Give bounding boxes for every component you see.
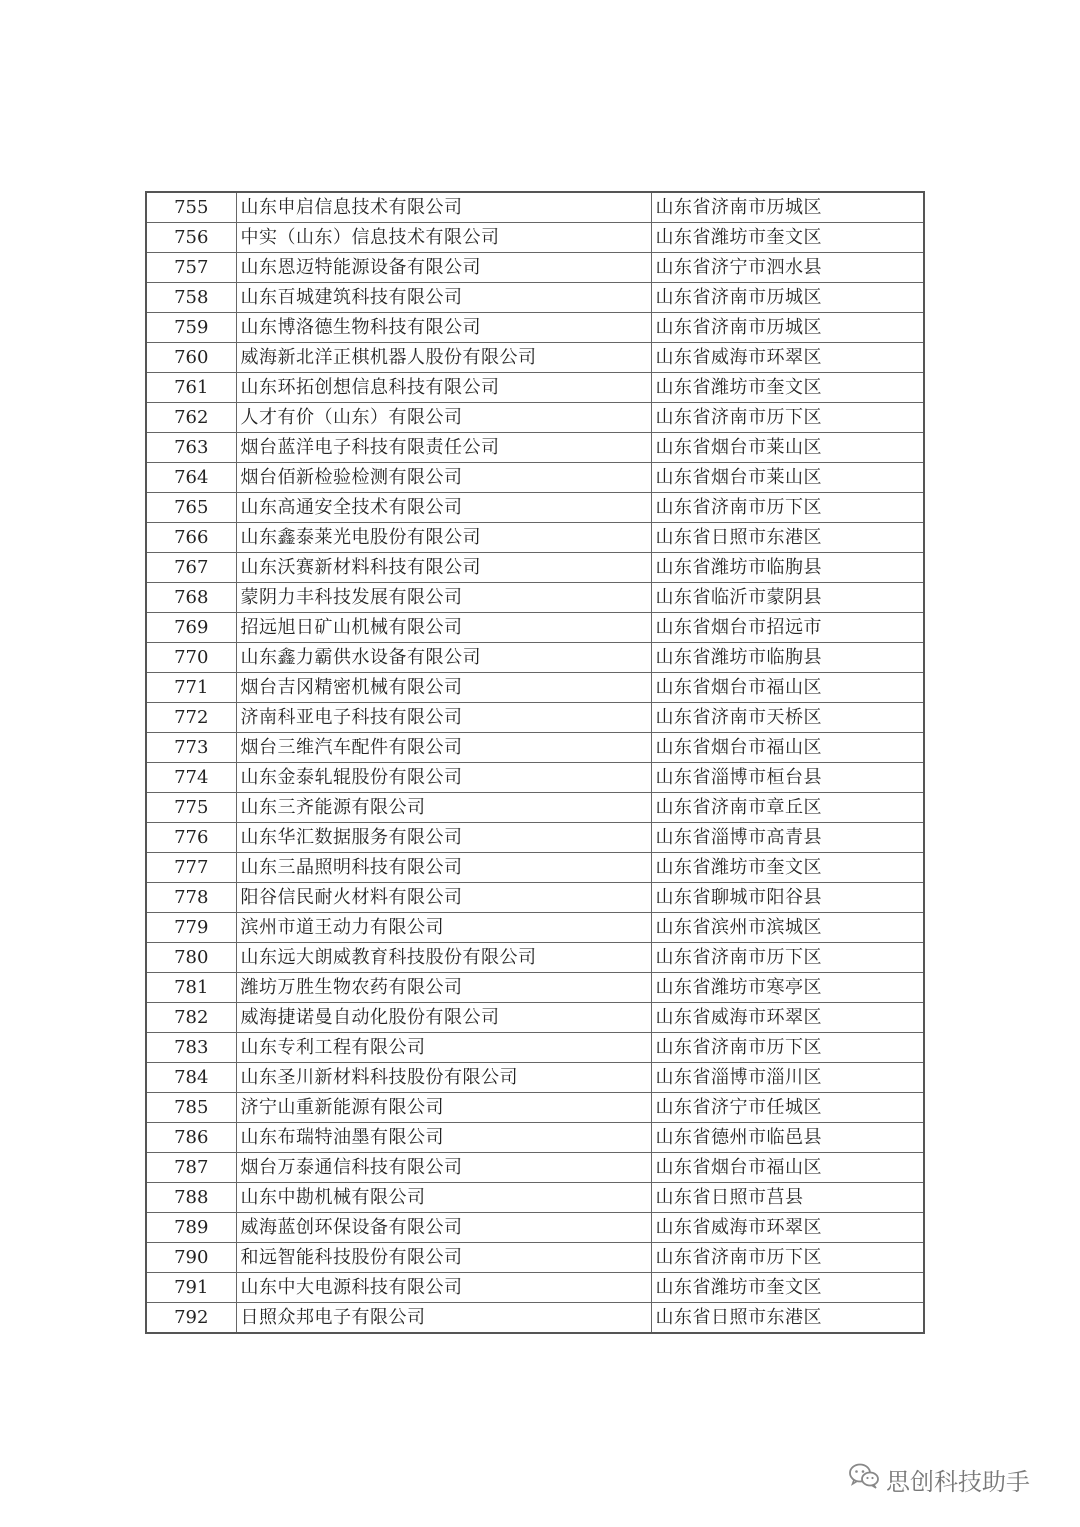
row-number: 769: [146, 613, 236, 643]
company-location: 山东省潍坊市临朐县: [651, 553, 924, 583]
table-row: [146, 703, 924, 733]
table-row: [146, 403, 924, 433]
company-location: 山东省潍坊市寒亭区: [651, 973, 924, 1003]
table-row: [146, 853, 924, 883]
company-location: 山东省烟台市福山区: [651, 733, 924, 763]
company-location: 山东省烟台市莱山区: [651, 433, 924, 463]
company-name: 山东圣川新材料科技股份有限公司: [236, 1063, 651, 1093]
company-name: 烟台蓝洋电子科技有限责任公司: [236, 433, 651, 463]
table-row: [146, 253, 924, 283]
row-number: 783: [146, 1033, 236, 1063]
company-name: 山东中大电源科技有限公司: [236, 1273, 651, 1303]
row-number: 760: [146, 343, 236, 373]
row-number: 773: [146, 733, 236, 763]
company-location: 山东省日照市东港区: [651, 523, 924, 553]
row-number: 776: [146, 823, 236, 853]
row-number: 768: [146, 583, 236, 613]
row-number: 785: [146, 1093, 236, 1123]
company-name: 山东鑫泰莱光电股份有限公司: [236, 523, 651, 553]
company-name: 烟台佰新检验检测有限公司: [236, 463, 651, 493]
company-name: 山东远大朗威教育科技股份有限公司: [236, 943, 651, 973]
company-list-table: [145, 191, 925, 1334]
row-number: 761: [146, 373, 236, 403]
company-name: 潍坊万胜生物农药有限公司: [236, 973, 651, 1003]
company-location: 山东省聊城市阳谷县: [651, 883, 924, 913]
table-row: [146, 613, 924, 643]
table-row: [146, 1033, 924, 1063]
table-row: [146, 1063, 924, 1093]
row-number: 788: [146, 1183, 236, 1213]
watermark: [848, 1462, 1030, 1496]
company-location: 山东省临沂市蒙阴县: [651, 583, 924, 613]
row-number: 780: [146, 943, 236, 973]
row-number: 766: [146, 523, 236, 553]
company-location: 山东省济南市章丘区: [651, 793, 924, 823]
table-row: [146, 192, 924, 223]
row-number: 763: [146, 433, 236, 463]
table-body: [146, 192, 924, 1333]
table-row: [146, 373, 924, 403]
table-row: [146, 343, 924, 373]
row-number: 757: [146, 253, 236, 283]
table-row: [146, 883, 924, 913]
table-row: [146, 763, 924, 793]
company-location: 山东省滨州市滨城区: [651, 913, 924, 943]
company-name: 山东华汇数据服务有限公司: [236, 823, 651, 853]
company-location: 山东省德州市临邑县: [651, 1123, 924, 1153]
row-number: 770: [146, 643, 236, 673]
company-name: 山东高通安全技术有限公司: [236, 493, 651, 523]
company-location: 山东省济南市天桥区: [651, 703, 924, 733]
row-number: 756: [146, 223, 236, 253]
company-name: 济南科亚电子科技有限公司: [236, 703, 651, 733]
company-name: 人才有价（山东）有限公司: [236, 403, 651, 433]
row-number: 790: [146, 1243, 236, 1273]
table-row: [146, 823, 924, 853]
row-number: 786: [146, 1123, 236, 1153]
company-name: 山东中勘机械有限公司: [236, 1183, 651, 1213]
row-number: 791: [146, 1273, 236, 1303]
table-row: [146, 313, 924, 343]
company-name: 中实（山东）信息技术有限公司: [236, 223, 651, 253]
company-name: 山东三齐能源有限公司: [236, 793, 651, 823]
row-number: 762: [146, 403, 236, 433]
company-location: 山东省威海市环翠区: [651, 1003, 924, 1033]
table-row: [146, 643, 924, 673]
company-location: 山东省潍坊市临朐县: [651, 643, 924, 673]
company-name: 山东环拓创想信息科技有限公司: [236, 373, 651, 403]
table-row: [146, 943, 924, 973]
table-row: [146, 433, 924, 463]
row-number: 764: [146, 463, 236, 493]
company-location: 山东省济南市历下区: [651, 493, 924, 523]
company-name: 山东布瑞特油墨有限公司: [236, 1123, 651, 1153]
row-number: 789: [146, 1213, 236, 1243]
company-location: 山东省烟台市福山区: [651, 1153, 924, 1183]
company-location: 山东省日照市莒县: [651, 1183, 924, 1213]
table-row: [146, 913, 924, 943]
company-name: 山东百城建筑科技有限公司: [236, 283, 651, 313]
row-number: 779: [146, 913, 236, 943]
table-row: [146, 1123, 924, 1153]
table-row: [146, 283, 924, 313]
company-location: 山东省济南市历下区: [651, 403, 924, 433]
table-row: [146, 1213, 924, 1243]
company-name: 滨州市道王动力有限公司: [236, 913, 651, 943]
row-number: 772: [146, 703, 236, 733]
company-location: 山东省烟台市莱山区: [651, 463, 924, 493]
row-number: 782: [146, 1003, 236, 1033]
company-location: 山东省烟台市福山区: [651, 673, 924, 703]
company-name: 威海新北洋正棋机器人股份有限公司: [236, 343, 651, 373]
table-row: [146, 523, 924, 553]
row-number: 767: [146, 553, 236, 583]
row-number: 778: [146, 883, 236, 913]
row-number: 771: [146, 673, 236, 703]
table-row: [146, 673, 924, 703]
table-row: [146, 463, 924, 493]
company-name: 山东三晶照明科技有限公司: [236, 853, 651, 883]
table-row: [146, 493, 924, 523]
row-number: 777: [146, 853, 236, 883]
company-name: 山东恩迈特能源设备有限公司: [236, 253, 651, 283]
company-name: 济宁山重新能源有限公司: [236, 1093, 651, 1123]
company-location: 山东省潍坊市奎文区: [651, 1273, 924, 1303]
company-location: 山东省淄博市高青县: [651, 823, 924, 853]
row-number: 765: [146, 493, 236, 523]
table-row: [146, 1303, 924, 1334]
table-row: [146, 223, 924, 253]
wechat-icon: [848, 1462, 880, 1496]
table-row: [146, 793, 924, 823]
row-number: 784: [146, 1063, 236, 1093]
company-location: 山东省济南市历下区: [651, 1033, 924, 1063]
company-location: 山东省潍坊市奎文区: [651, 223, 924, 253]
company-name: 招远旭日矿山机械有限公司: [236, 613, 651, 643]
row-number: 781: [146, 973, 236, 1003]
company-location: 山东省济宁市任城区: [651, 1093, 924, 1123]
table-row: [146, 1183, 924, 1213]
company-name: 阳谷信民耐火材料有限公司: [236, 883, 651, 913]
table-row: [146, 973, 924, 1003]
company-name: 山东沃赛新材料科技有限公司: [236, 553, 651, 583]
company-location: 山东省日照市东港区: [651, 1303, 924, 1334]
company-location: 山东省潍坊市奎文区: [651, 373, 924, 403]
company-name: 威海捷诺曼自动化股份有限公司: [236, 1003, 651, 1033]
company-location: 山东省淄博市桓台县: [651, 763, 924, 793]
company-location: 山东省济南市历城区: [651, 313, 924, 343]
table-row: [146, 1153, 924, 1183]
company-location: 山东省潍坊市奎文区: [651, 853, 924, 883]
company-name: 威海蓝创环保设备有限公司: [236, 1213, 651, 1243]
company-location: 山东省淄博市淄川区: [651, 1063, 924, 1093]
company-location: 山东省济南市历下区: [651, 943, 924, 973]
table-row: [146, 1243, 924, 1273]
table-row: [146, 1003, 924, 1033]
company-location: 山东省烟台市招远市: [651, 613, 924, 643]
company-location: 山东省济南市历城区: [651, 283, 924, 313]
company-location: 山东省威海市环翠区: [651, 1213, 924, 1243]
table-row: [146, 583, 924, 613]
company-location: 山东省济南市历下区: [651, 1243, 924, 1273]
row-number: 787: [146, 1153, 236, 1183]
company-location: 山东省威海市环翠区: [651, 343, 924, 373]
company-name: 烟台万泰通信科技有限公司: [236, 1153, 651, 1183]
company-name: 和远智能科技股份有限公司: [236, 1243, 651, 1273]
table-row: [146, 733, 924, 763]
row-number: 759: [146, 313, 236, 343]
company-name: 山东鑫力霸供水设备有限公司: [236, 643, 651, 673]
company-name: 日照众邦电子有限公司: [236, 1303, 651, 1334]
company-name: 山东金泰轧辊股份有限公司: [236, 763, 651, 793]
company-location: 山东省济南市历城区: [651, 192, 924, 223]
row-number: 775: [146, 793, 236, 823]
row-number: 758: [146, 283, 236, 313]
company-name: 山东专利工程有限公司: [236, 1033, 651, 1063]
row-number: 774: [146, 763, 236, 793]
table-row: [146, 1093, 924, 1123]
table-row: [146, 1273, 924, 1303]
company-name: 烟台三维汽车配件有限公司: [236, 733, 651, 763]
row-number: 792: [146, 1303, 236, 1334]
company-name: 山东申启信息技术有限公司: [236, 192, 651, 223]
company-location: 山东省济宁市泗水县: [651, 253, 924, 283]
company-name: 山东博洛德生物科技有限公司: [236, 313, 651, 343]
watermark-text: 思创科技助手: [886, 1467, 1030, 1496]
company-name: 蒙阴力丰科技发展有限公司: [236, 583, 651, 613]
row-number: 755: [146, 192, 236, 223]
company-name: 烟台吉冈精密机械有限公司: [236, 673, 651, 703]
table-row: [146, 553, 924, 583]
